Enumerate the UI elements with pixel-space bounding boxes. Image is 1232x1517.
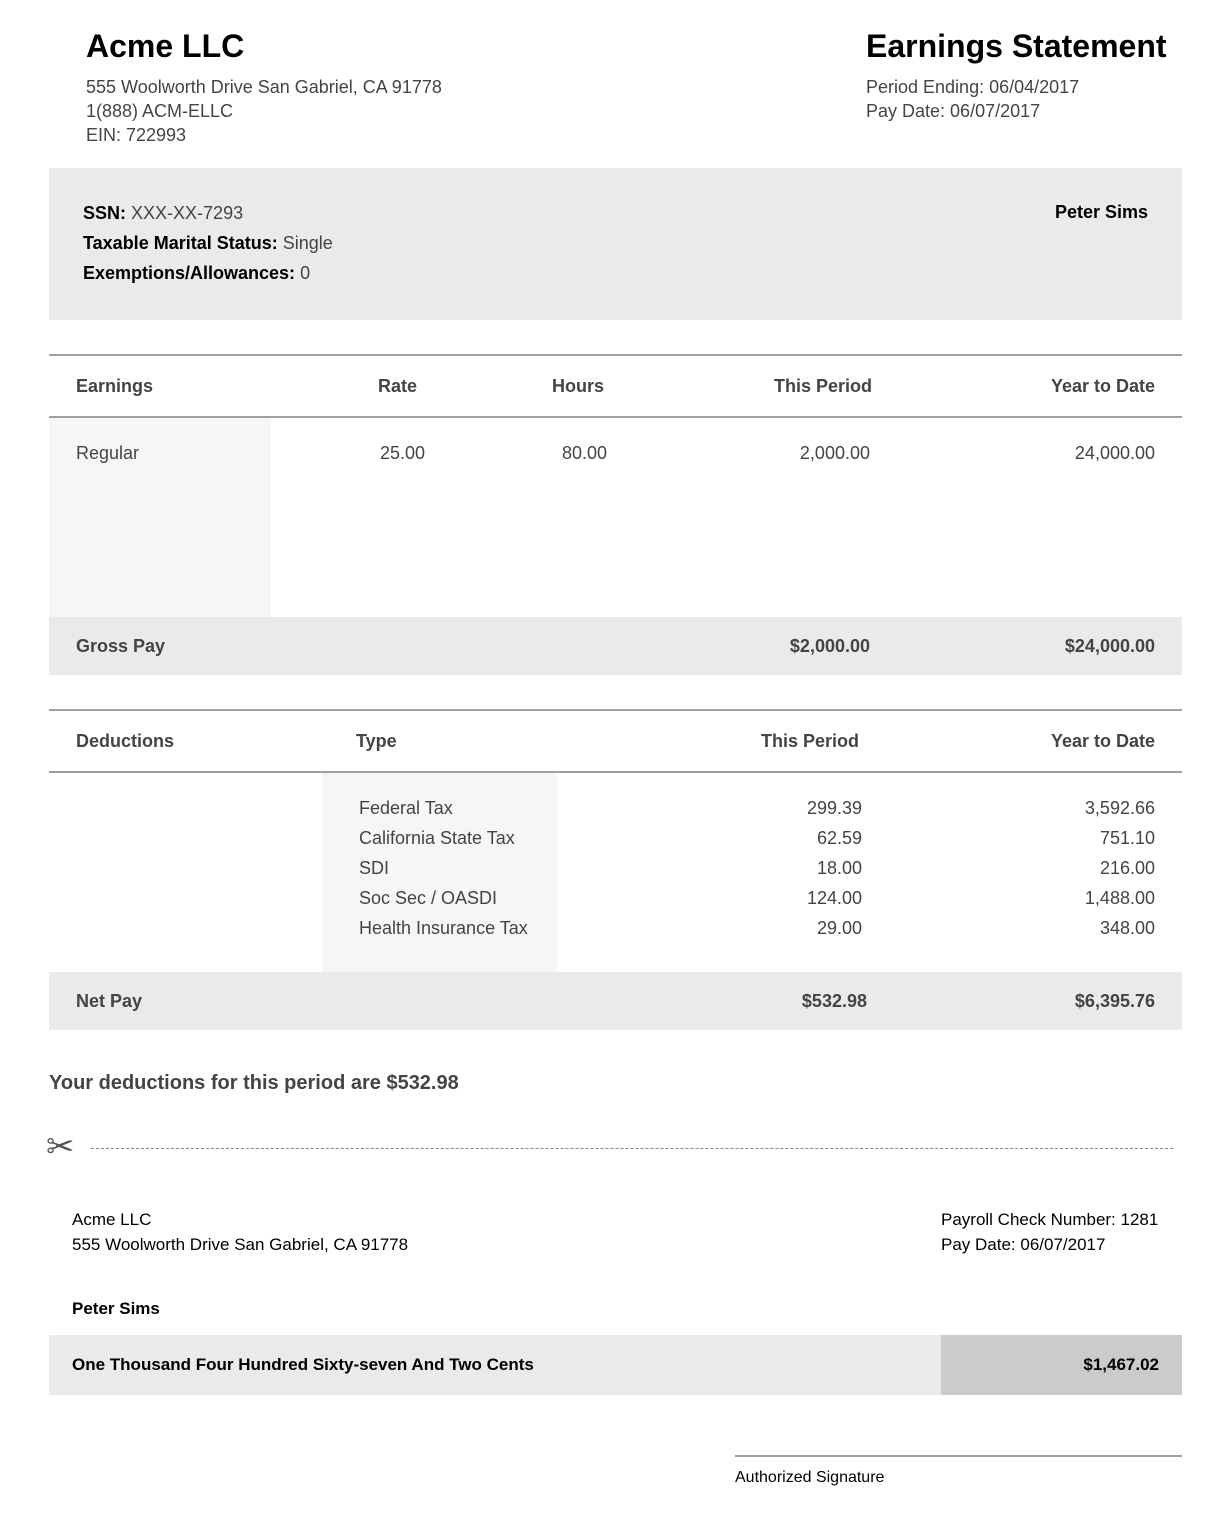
- company-name: Acme LLC: [86, 28, 245, 64]
- deduction-type: SDI: [359, 858, 390, 878]
- cut-line: [91, 1148, 1173, 1149]
- marital-status-row: [83, 233, 333, 254]
- pay-date: Pay Date: 06/07/2017: [866, 101, 1041, 121]
- earnings-row-ytd: 24,000.00: [1074, 443, 1155, 463]
- earnings-header-this-period: This Period: [773, 376, 872, 396]
- deduction-this-period: 18.00: [816, 858, 862, 878]
- earnings-header-ytd: Year to Date: [1050, 376, 1155, 396]
- statement-title: Earnings Statement: [866, 28, 1167, 64]
- deduction-type: Soc Sec / OASDI: [359, 888, 498, 908]
- exemptions-label: Exemptions/Allowances:: [83, 263, 296, 283]
- ssn-row: [83, 203, 243, 224]
- check-amount-words: One Thousand Four Hundred Sixty-seven And Two Cents: [72, 1355, 534, 1374]
- deductions-header-type: Type: [356, 731, 397, 751]
- deductions-summary: Your deductions for this period are $532.98: [49, 1072, 459, 1094]
- deductions-header-divider: [49, 771, 1182, 773]
- check-company-address: 555 Woolworth Drive San Gabriel, CA 91778: [72, 1235, 409, 1254]
- net-pay-this-period: $532.98: [801, 991, 867, 1011]
- earnings-top-divider: [49, 354, 1182, 356]
- gross-pay-ytd: $24,000.00: [1064, 636, 1155, 656]
- deductions-header-this-period: This Period: [760, 731, 859, 751]
- deductions-header-ytd: Year to Date: [1050, 731, 1155, 751]
- earnings-row-this-period: 2,000.00: [799, 443, 870, 463]
- employee-info-panel: [49, 168, 1182, 320]
- deduction-ytd: 348.00: [1099, 918, 1155, 938]
- period-ending: Period Ending: 06/04/2017: [866, 77, 1080, 97]
- ssn-value: XXX-XX-7293: [131, 203, 244, 223]
- marital-status-label: Taxable Marital Status:: [83, 233, 278, 253]
- deduction-ytd: 3,592.66: [1084, 798, 1155, 818]
- earnings-row-rate: 25.00: [380, 443, 426, 463]
- check-company-name: Acme LLC: [72, 1210, 152, 1229]
- net-pay-label: Net Pay: [76, 991, 143, 1011]
- marital-status-value: Single: [282, 233, 333, 253]
- deduction-type: California State Tax: [359, 828, 515, 848]
- earnings-header-earnings: Earnings: [76, 376, 154, 396]
- deduction-this-period: 124.00: [806, 888, 862, 908]
- check-number: Payroll Check Number: 1281: [941, 1210, 1159, 1229]
- company-address: 555 Woolworth Drive San Gabriel, CA 91778: [86, 77, 442, 97]
- ssn-label: SSN:: [83, 203, 127, 223]
- check-pay-date: Pay Date: 06/07/2017: [941, 1235, 1106, 1254]
- earnings-row-type: Regular: [76, 443, 140, 463]
- net-pay-ytd: $6,395.76: [1074, 991, 1155, 1011]
- deduction-ytd: 1,488.00: [1084, 888, 1155, 908]
- gross-pay-this-period: $2,000.00: [789, 636, 870, 656]
- deductions-top-divider: [49, 709, 1182, 711]
- deductions-header-deductions: Deductions: [76, 731, 175, 751]
- deduction-type: Federal Tax: [359, 798, 453, 818]
- signature-label: Authorized Signature: [735, 1469, 885, 1486]
- check-amount: $1,467.02: [1083, 1355, 1159, 1374]
- deduction-ytd: 216.00: [1099, 858, 1155, 878]
- company-ein: EIN: 722993: [86, 125, 187, 145]
- deduction-this-period: 299.39: [806, 798, 862, 818]
- exemptions-row: [83, 263, 310, 284]
- earnings-header-rate: Rate: [378, 376, 418, 396]
- employee-name: Peter Sims: [1054, 202, 1148, 222]
- deduction-this-period: 29.00: [816, 918, 862, 938]
- check-payee: Peter Sims: [72, 1299, 160, 1318]
- deduction-this-period: 62.59: [816, 828, 862, 848]
- exemptions-value: 0: [300, 263, 311, 283]
- deduction-type: Health Insurance Tax: [359, 918, 528, 938]
- signature-line: [735, 1455, 1182, 1457]
- company-phone: 1(888) ACM-ELLC: [86, 101, 234, 121]
- deduction-ytd: 751.10: [1099, 828, 1155, 848]
- earnings-header-hours: Hours: [552, 376, 605, 396]
- gross-pay-label: Gross Pay: [76, 636, 166, 656]
- earnings-row-hours: 80.00: [562, 443, 608, 463]
- scissors-icon: ✂: [46, 1128, 75, 1166]
